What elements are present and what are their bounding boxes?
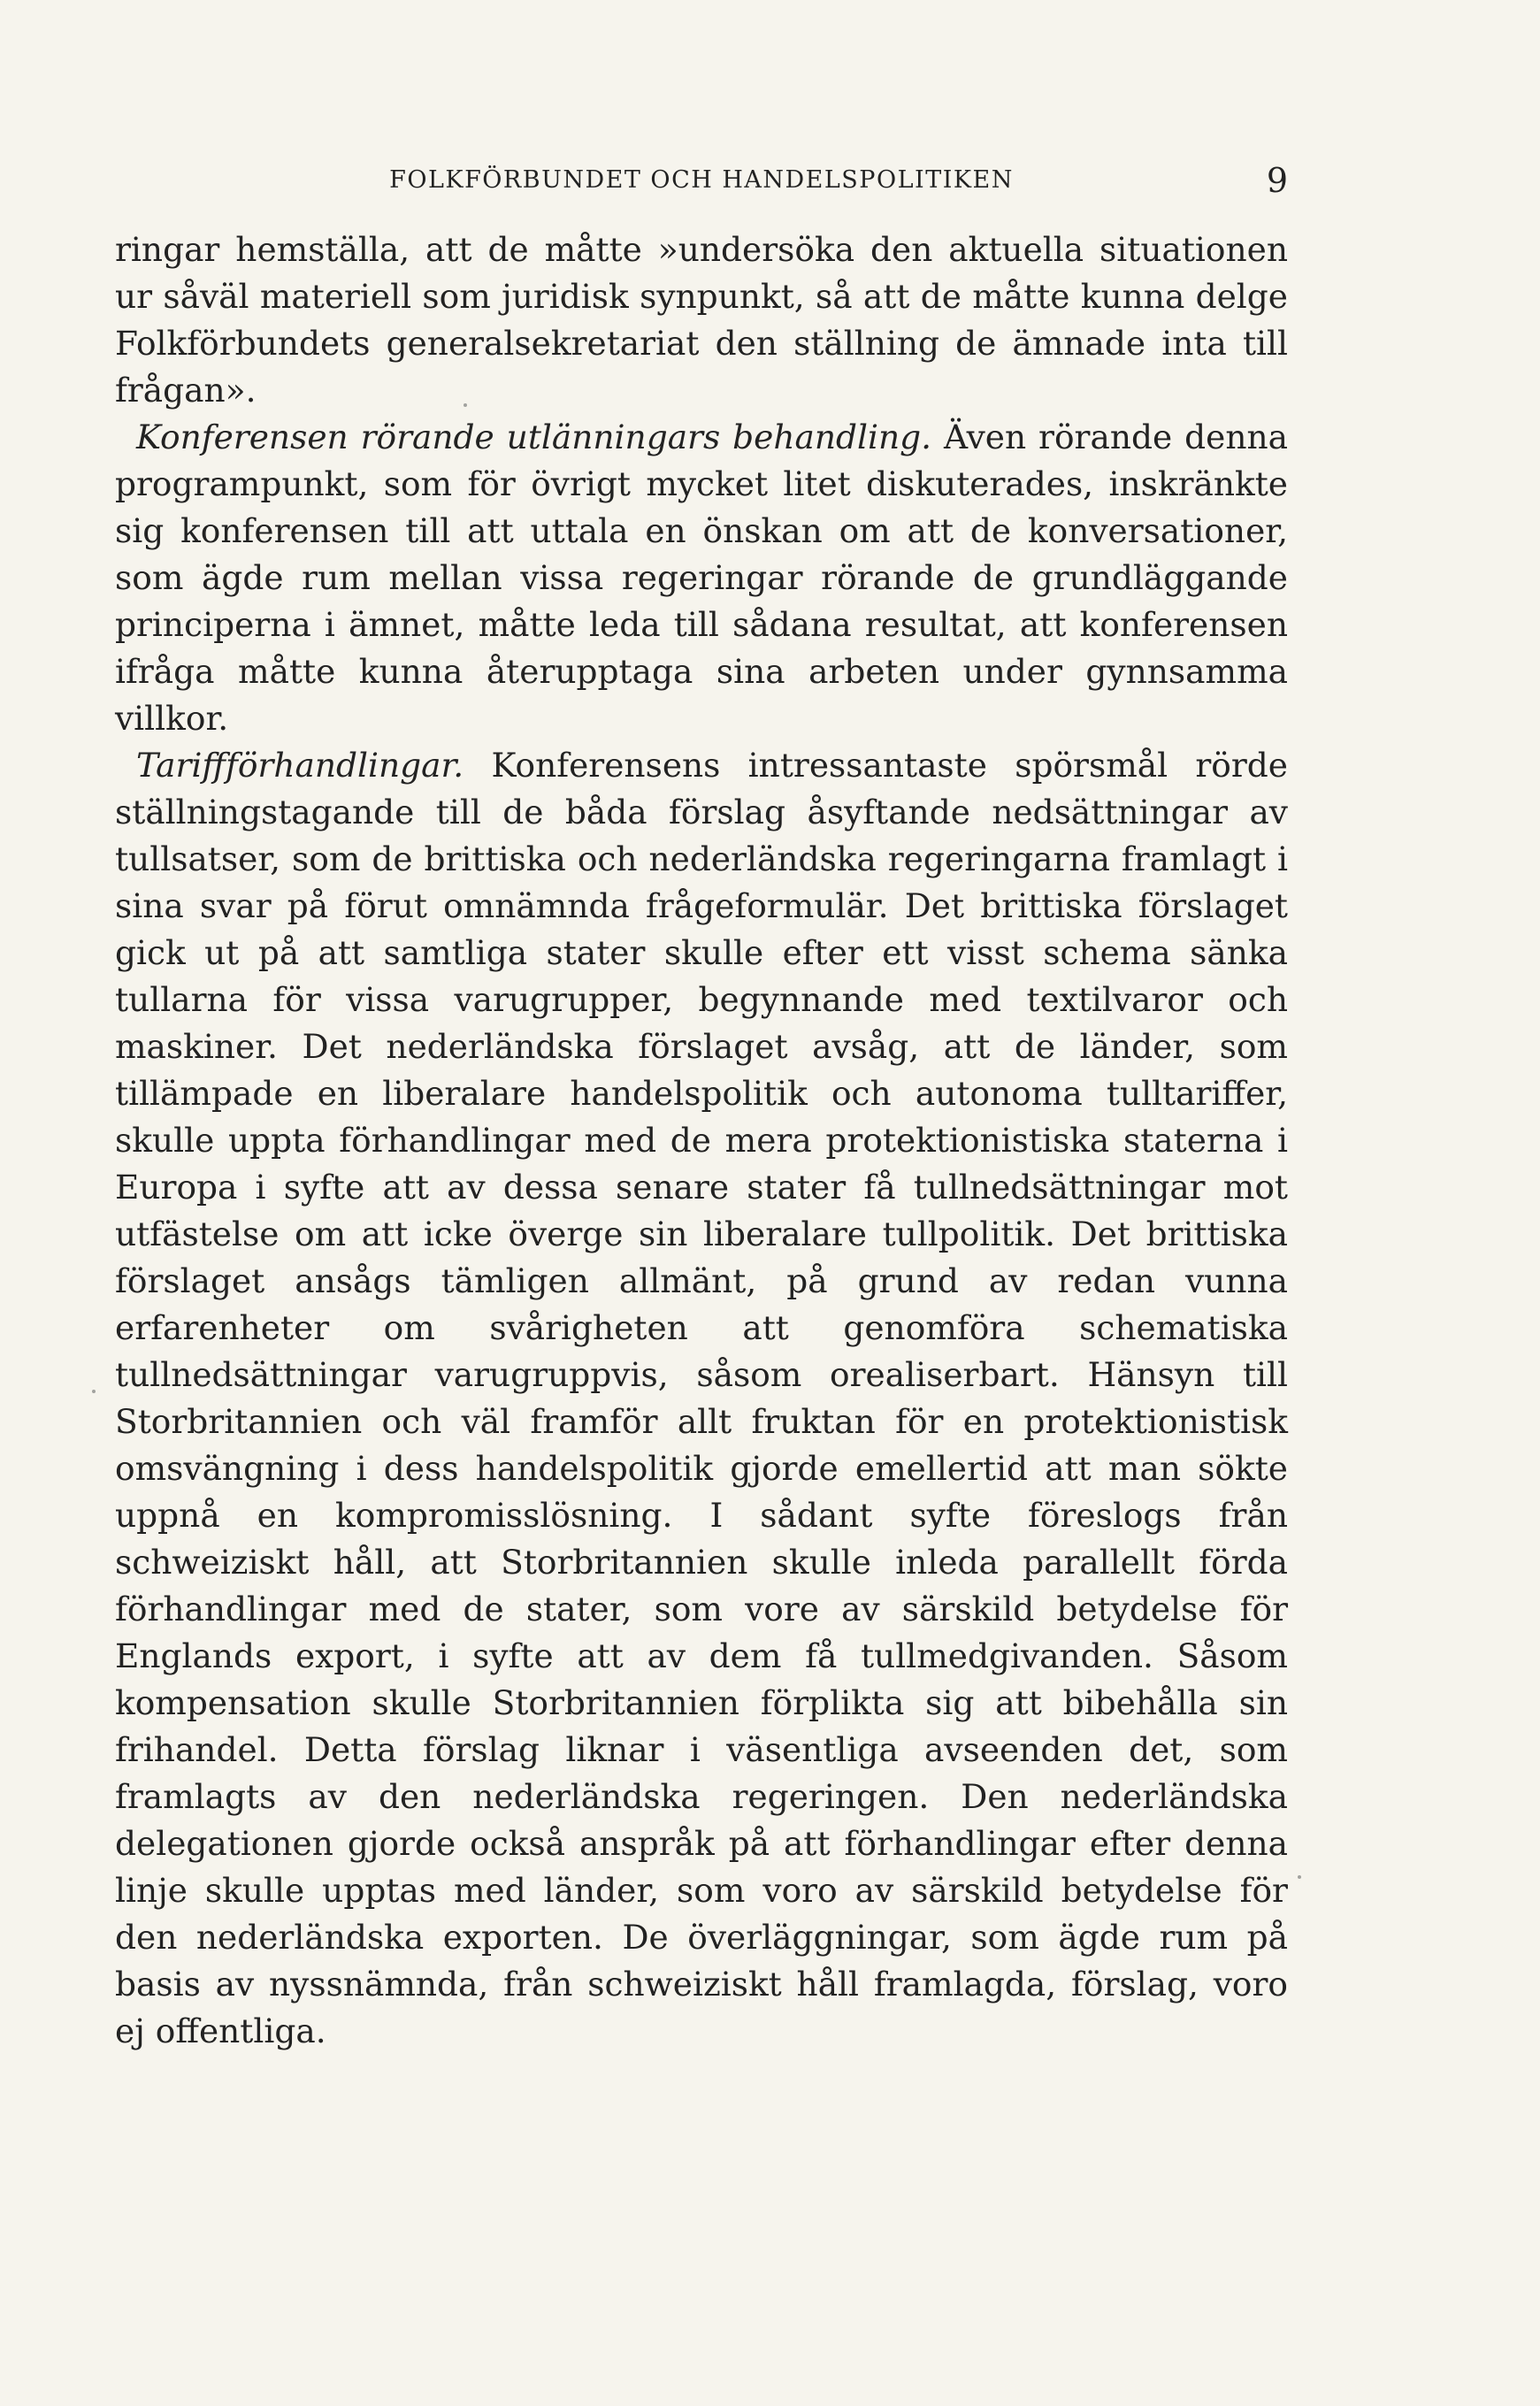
running-head: FOLKFÖRBUNDET OCH HANDELSPOLITIKEN [389, 166, 1014, 194]
page-header [115, 159, 1288, 202]
body-text [115, 226, 1288, 2055]
paragraph [115, 414, 1288, 742]
paragraph [115, 226, 1288, 414]
paragraph-text: ringar hemställa, att de måtte »undersöka den aktuella situationen ur såväl materiell som juridisk synpunkt, så att de måtte kunna delge Folkförbundets generalsekretariat den ställning de ämnade inta till frågan». [115, 230, 1288, 410]
paper-speck [1298, 1875, 1301, 1879]
paragraph-text: Konferensens intressantaste spörsmål rörde ställningstagande till de båda förslag åsyftande nedsättningar av tullsatser, som de brittiska och nederländska regeringarna framlagt i sina svar på förut omnämnda frågeformulär. Det brittiska förslaget gick ut på att samtliga stater skulle efter ett visst schema sänka tullarna för vissa varugrupper, begynnande med textilvaror och maskiner. Det nederländska förslaget avsåg, att de länder, som tillämpade en liberalare handelspolitik och autonoma tulltariffer, skulle uppta förhandlingar med de mera protektionistiska staterna i Europa i syfte att av dessa senare stater få tullnedsättningar mot utfästelse om att icke överge sin liberalare tullpolitik. Det brittiska förslaget ansågs tämligen allmänt, på grund av redan vunna erfarenheter om svårigheten att genomföra schematiska tullnedsättningar varugruppvis, såsom orealiserbart. Hänsyn till Storbritannien och väl framför allt fruktan för en protektionistisk omsvängning i dess handelspolitik gjorde emellertid att man sökte uppnå en kompromisslösning. I sådant syfte föreslogs från schweiziskt håll, att Storbritannien skulle inleda parallellt förda förhandlingar med de stater, som vore av särskild betydelse för Englands export, i syfte att av dem få tullmedgivanden. Såsom kompensation skulle Storbritannien förplikta sig att bibehålla sin frihandel. Detta förslag liknar i väsentliga avseenden det, som framlagts av den nederländska regeringen. Den nederländska delegationen gjorde också anspråk på att förhandlingar efter denna linje skulle upptas med länder, som voro av särskild betydelse för den nederländska exporten. De överläggningar, som ägde rum på basis av nyssnämnda, från schweiziskt håll framlagda, förslag, voro ej offentliga. [115, 746, 1288, 2050]
paragraph-text: Även rörande denna programpunkt, som för övrigt mycket litet diskuterades, inskränkte sig konferensen till att uttala en önskan om att de konversationer, som ägde rum mellan vissa regeringar rörande de grundläggande principerna i ämnet, måtte leda till sådana resultat, att konferensen ifråga måtte kunna återupptaga sina arbeten under gynnsamma villkor. [115, 418, 1288, 738]
paragraph [115, 742, 1288, 2055]
paper-speck [464, 403, 467, 407]
paper-speck [92, 1390, 96, 1393]
run-in-heading: Tariffförhandlingar. [136, 746, 464, 785]
page-number: 9 [1266, 161, 1288, 200]
run-in-heading: Konferensen rörande utlänningars behandling. [136, 418, 932, 456]
